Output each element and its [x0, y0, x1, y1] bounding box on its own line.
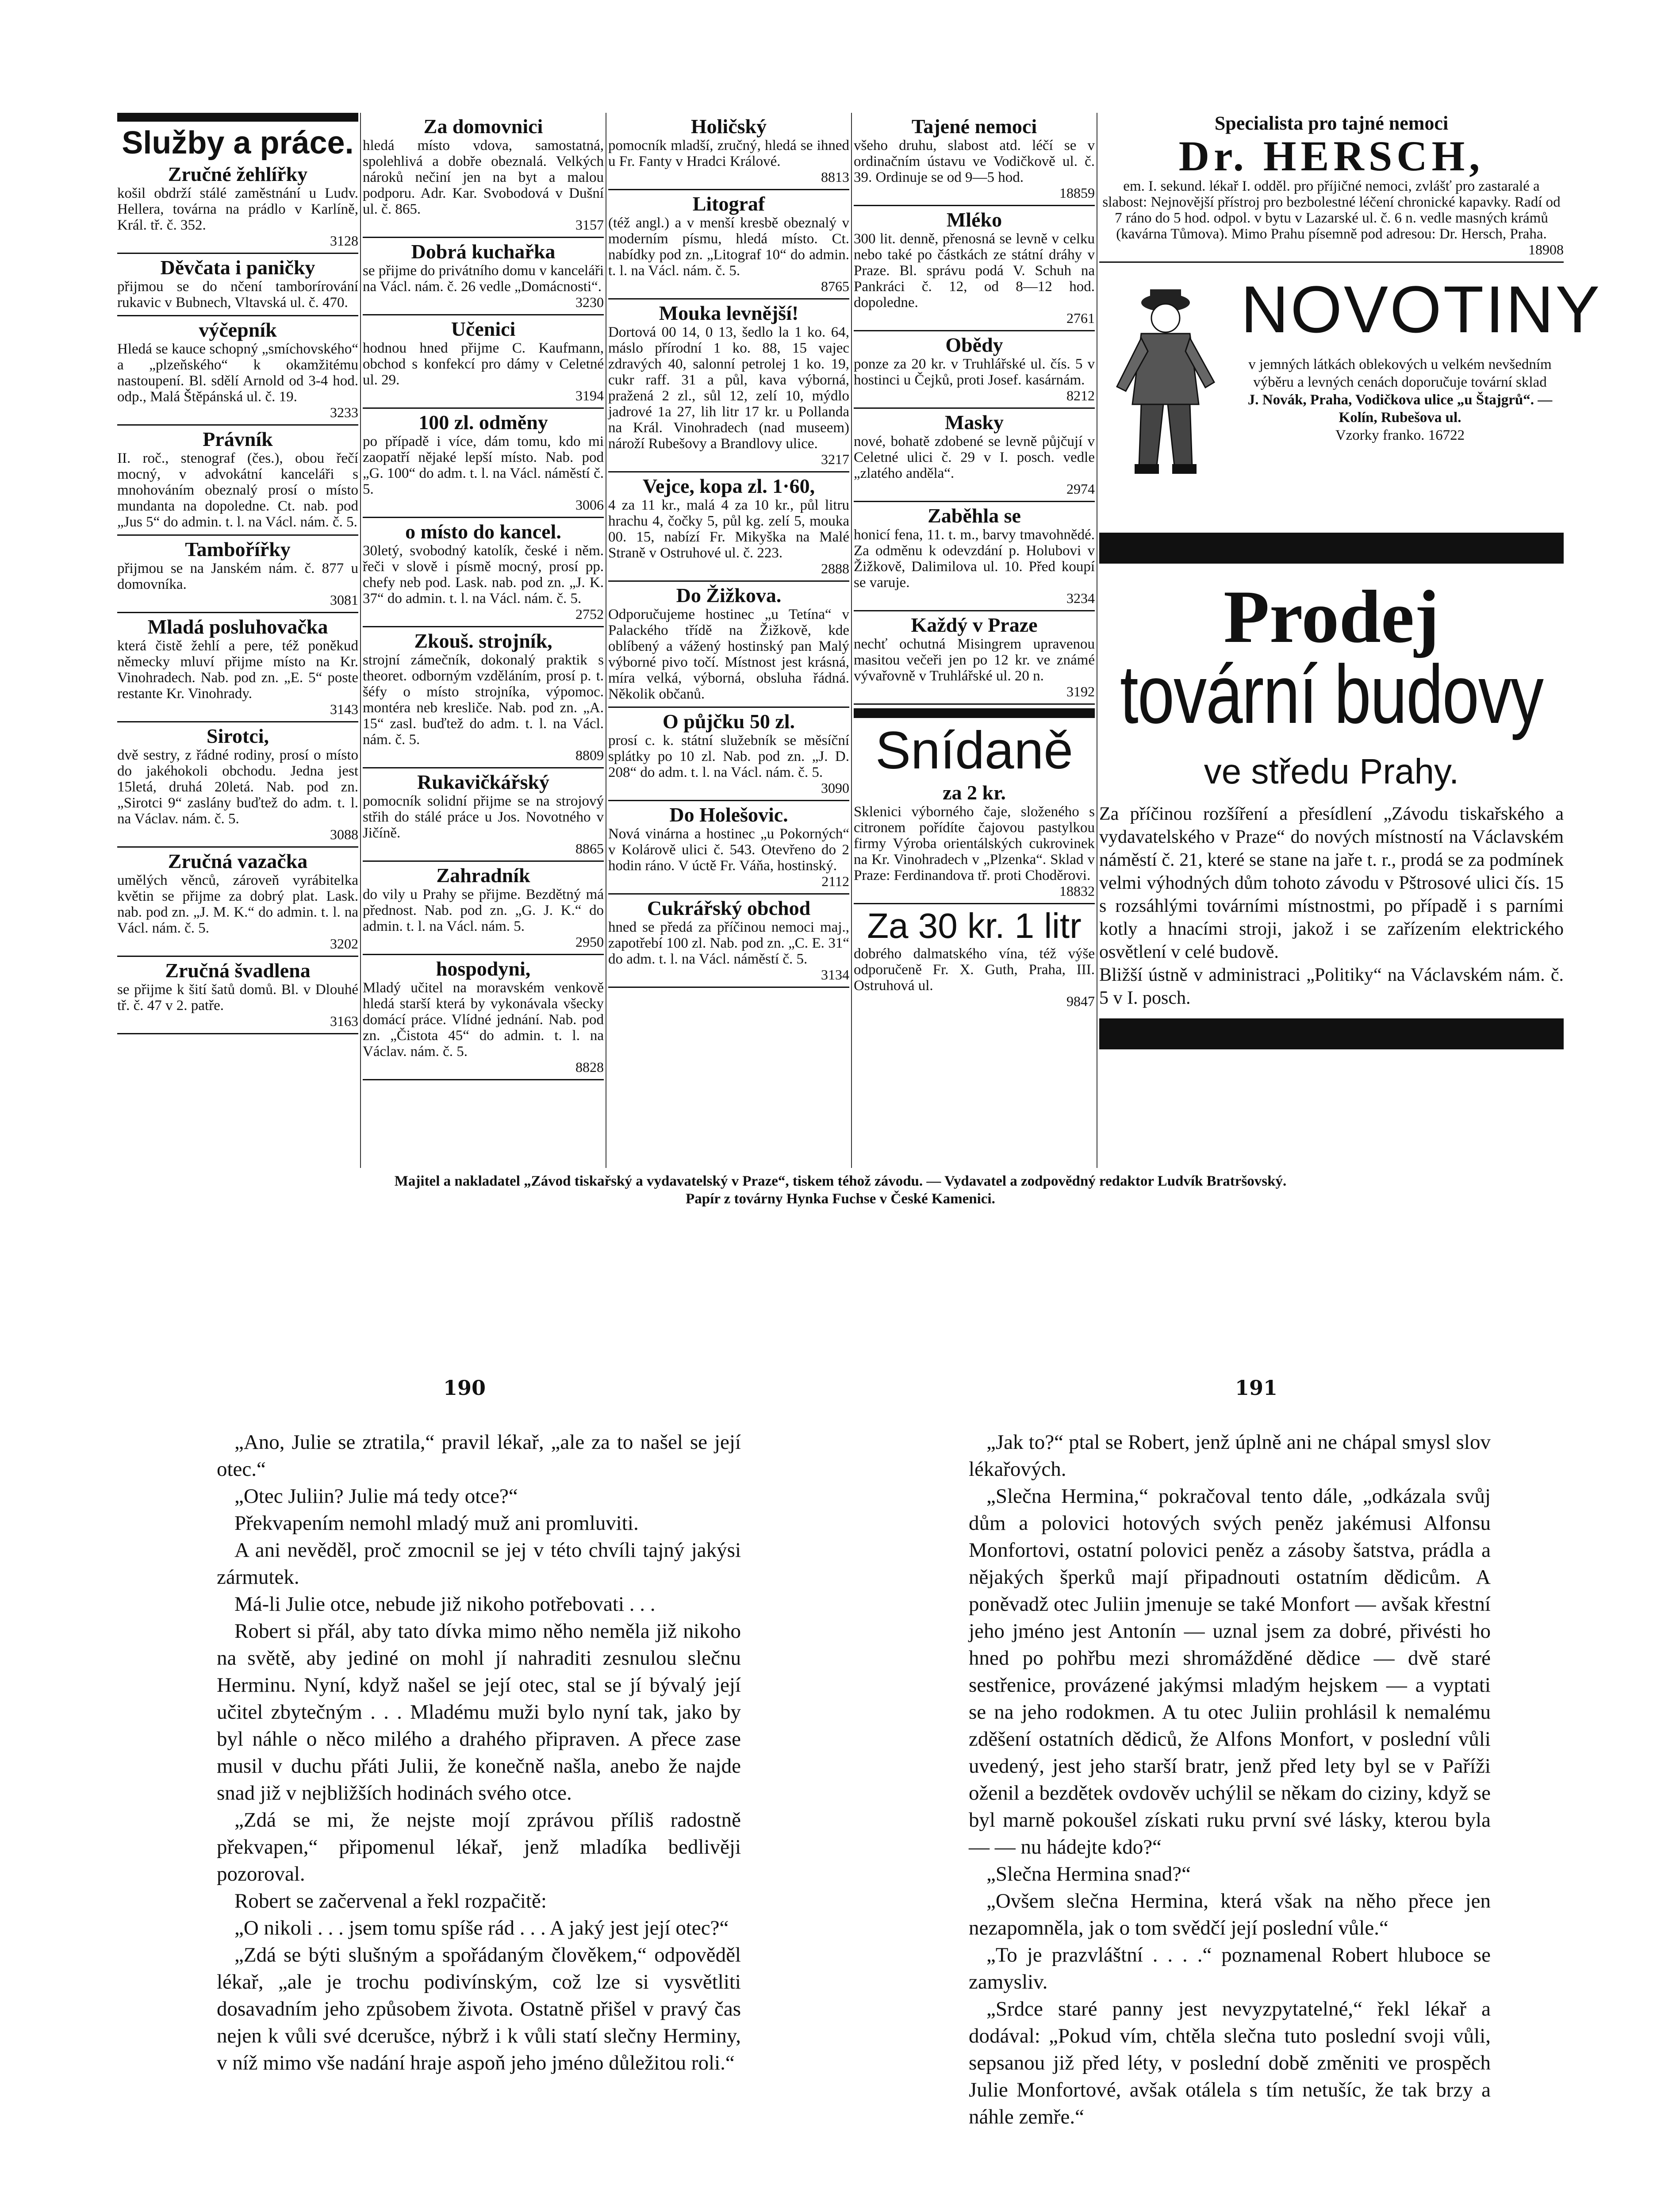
paragraph: „O nikoli . . . jsem tomu spíše rád . . . A jaký jest její otec?“ [234, 1916, 729, 1939]
paragraph: „Zdá se mi, že nejste mojí zprávou příliš radostně překvapen,“ připomenul lékař, jenž mladíka bedlivěji pozoroval. [217, 1809, 741, 1886]
novotiny-ad [1099, 272, 1602, 519]
ad-number: 3088 [330, 826, 358, 842]
ad-number: 3006 [575, 497, 604, 513]
ad-text: Dortová 00 14, 0 13, šedlo la 1 ko. 64, máslo přírodní 1 ko. 88, 15 vajec zdravých 40, salonní petrolej 1 ko. 19, cukr raff. 31 a půl, kava výborná, pražená 2 zl., sůl 12, zelí 10, mýdlo jadrové 1a 27, lih litr 17 kr. u Pollanda na Král. Vinohradech (nad museem) nároží Rubešovy a Brandlovy ulice. [608, 324, 849, 452]
ad-heading: 100 zl. odměny [418, 411, 548, 434]
novotiny-body [1236, 356, 1564, 444]
ad-number: 8813 [821, 169, 849, 185]
ad-number: 3128 [330, 233, 358, 249]
ad-text: přijmou se na Janském nám. č. 877 u domovníka. [117, 561, 358, 592]
sample-text: Vzorky franko. [1335, 427, 1425, 443]
ad-number: 8828 [575, 1059, 604, 1075]
ad-heading: Do Holešovic. [669, 803, 788, 826]
ad-heading: Zahradník [436, 864, 530, 887]
ad-number: 2888 [821, 561, 849, 576]
ad-rule [854, 708, 1095, 718]
ad-heading: hospodyni, [436, 957, 531, 980]
ad-rule [363, 1079, 604, 1080]
ad-number: 18859 [1059, 185, 1095, 201]
ad-text: košil obdrží stálé zaměstnání u Ludv. Hellera, továrna na prádlo v Karlíně, Král. tř. č. 352. [117, 185, 358, 233]
man-figure-illustration [1099, 272, 1232, 484]
column-divider [360, 113, 361, 1168]
ad-text: ponze za 20 kr. v Truhlářské ul. čís. 5 v hostinci u Čejků, proti Josef. kasárnám. [854, 356, 1095, 388]
ad-number: 2950 [575, 934, 604, 950]
hersch-name: Dr. HERSCH, [1178, 132, 1484, 180]
ad-rule [117, 956, 358, 957]
ad-rule [363, 954, 604, 955]
ad-number: 3134 [821, 967, 849, 983]
ad-rule [117, 612, 358, 613]
ad-rule [363, 314, 604, 315]
snidane-text: Sklenici výborného čaje, složeného s citronem pořídíte čajovou pastylkou firmy Výroba orientálských cukrovinek na Kr. Vinohradech v „Plzenka“. Sklad v Praze: Ferdinandova tř. proti Choděrovi. [854, 804, 1095, 883]
ad-column-1 [117, 113, 358, 1168]
ad-text: nové, bohatě zdobené se levně půjčují v Celetné ulici č. 29 v I. posch. vedle „zlatého anděla“. [854, 434, 1095, 481]
page-left-text [217, 1429, 741, 2077]
ad-text: hledá místo vdova, samostatná, spolehlivá a dobře obeznalá. Velkých nároků nečiní jen na byt a malou podporu. Adr. Kar. Svobodová v Dušní ul. č. 865. [363, 138, 604, 217]
paragraph: „Ano, Julie se ztratila,“ pravil lékař, „ale za to našel se její otec.“ [217, 1431, 741, 1481]
ad-number: 8765 [821, 278, 849, 294]
ad-text: pomocník solidní přijme se na strojový střih do stálé práce u Jos. Novotného v Jičíně. [363, 793, 604, 841]
ad-text: která čistě žehlí a pere, též poněkud německy mluví přijme místo na Kr. Vinohradech. Nab. pod zn. „E. 5“ poste restante Kr. Vinohrady. [117, 638, 358, 702]
wine-title: Za 30 kr. 1 litr [867, 906, 1082, 945]
ad-heading: Holičský [690, 115, 767, 138]
ad-text: nechť ochutná Misingrem upravenou masitou večeři jen po 12 kr. ve známé vývařovně v Truhlářské ul. 20 n. [854, 636, 1095, 684]
ad-rule [608, 800, 849, 801]
ad-text: pomocník mladší, zručný, hledá se ihned u Fr. Fanty v Hradci Králové. [608, 138, 849, 169]
ad-rule [608, 298, 849, 300]
ad-number: 2112 [821, 873, 849, 889]
ad-list [117, 163, 358, 1034]
paragraph: Překvapením nemohl mladý muž ani promluviti. [234, 1512, 639, 1535]
ad-heading: Děvčata i paničky [160, 256, 315, 279]
ad-number: 8809 [575, 747, 604, 763]
ad-heading: Masky [945, 411, 1004, 434]
ad-number: 3192 [1066, 684, 1095, 699]
hersch-text: em. I. sekund. lékař I. odděl. pro příjičné nemoci, zvlášť pro zastaralé a slabost: Nejnovější přístroj pro bezbolestné léčení chronické kapavky. Radí od 7 ráno do 5 hod. odpol. v bytu v Lazarské ul. č. 6 n. vedle masných krámů (kavárna Tůmova). Mimo Prahu písemně pod adresou: Dr. Hersch, Praha. [1102, 178, 1561, 242]
ad-rule [363, 407, 604, 409]
ad-text: všeho druhu, slabost atd. léčí se v ordinačním ústavu ve Vodičkově ul. č. 39. Ordinuje se od 9—5 hod. [854, 138, 1095, 185]
novotiny-firm: J. Novák, Praha, Vodičkova ulice „u Štajgrů“. — Kolín, Rubešova ul. [1247, 392, 1553, 426]
ad-rule [1099, 261, 1564, 263]
ad-text: přijmou se do nčení tamborírování rukavic v Bubnech, Vltavská ul. č. 470. [117, 279, 358, 311]
ad-rule [363, 517, 604, 518]
paragraph: Robert si přál, aby tato dívka mimo něho neměla již nikoho na světě, aby jediné on mohl jí nahraditi zesnulou slečnu Herminu. Nyní, když našel se její otec, stal se jí bývalý její učitel zbytečným . . . Mladému muži bylo nyní tak, jako by byl náhle o něco milého a drahého připraven. A přece zase musil v duchu přáti Julii, že konečně našla, anebo že najde snad již v nejbližších hodinách svého otce. [217, 1620, 741, 1805]
prodej-text-2: Bližší ústně v administraci „Politiky“ na Václavském nám. č. 5 v I. posch. [1099, 965, 1564, 1008]
ad-heading: Rukavičkářský [417, 771, 550, 793]
ad-number: 3194 [575, 388, 604, 403]
paragraph: „Jak to?“ ptal se Robert, jenž úplně ani ne chápal smysl slov lékařových. [969, 1431, 1491, 1481]
ad-heading: Tajené nemoci [911, 115, 1037, 138]
ad-number: 3202 [330, 936, 358, 952]
novotiny-sample [1236, 426, 1564, 444]
ad-column-5 [1099, 112, 1602, 1168]
ad-number: 2974 [1066, 481, 1095, 497]
ad-text: 4 za 11 kr., malá 4 za 10 kr., půl litru hrachu 4, čočky 5, půl kg. zelí 5, mouka 00. 15, nabízí Fr. Mikyška na Malé Straně v Ostruhové ul. č. 223. [608, 497, 849, 561]
ad-heading: Mouka levnější! [659, 302, 799, 324]
tovarni-budovy-title: tovární budovy [1120, 648, 1543, 741]
ad-number: 3157 [575, 217, 604, 233]
ad-rule [854, 407, 1095, 409]
wine-text: dobrého dalmatského vína, též výše odporučeně Fr. X. Guth, Praha, III. Ostruhová ul. [854, 946, 1095, 994]
ad-text: Hledá se kauce schopný „smíchovského“ a „plzeňského“ k okamžitému nastoupení. Bl. sdělí Arnold od 3-4 hod. odp., Malá Štěpánská ul. č. 19. [117, 341, 358, 405]
imprint-line-2: Papír z továrny Hynka Fuchse v České Kamenici. [686, 1191, 995, 1207]
ad-heading: o místo do kancel. [405, 520, 561, 543]
ad-rule [608, 707, 849, 708]
ad-rule [608, 987, 849, 988]
ad-column-3 [608, 113, 849, 1168]
ad-number: 16722 [1428, 427, 1465, 443]
ad-number: 3217 [821, 451, 849, 467]
ad-heading: Zaběhla se [928, 504, 1021, 527]
ad-heading: Každý v Praze [911, 614, 1038, 636]
ad-rule [608, 580, 849, 582]
ad-rule [363, 860, 604, 862]
ad-number: 3090 [821, 780, 849, 796]
paragraph: „Srdce staré panny jest nevyzpytatelné,“ řekl lékař a dodával: „Pokud vím, chtěla slečna tuto poslední svoji vůli, sepsanou již před léty, v poslední době změniti ve prospěch Julie Monfortové, avšak otálela s tím netušíc, že tak brzy a náhle zemře.“ [969, 1997, 1491, 2128]
ad-rule [854, 903, 1095, 904]
ad-rule [117, 315, 358, 316]
ad-rule [854, 501, 1095, 502]
paragraph: Má-li Julie otce, nebude již nikoho potřebovati . . . [234, 1593, 656, 1616]
ad-rule [854, 610, 1095, 611]
ad-number: 3081 [330, 592, 358, 608]
column-rule [117, 113, 358, 122]
ad-number: 8865 [575, 841, 604, 856]
ad-text: II. roč., stenograf (čes.), obou řečí mocný, v advokátní kanceláři s mnohováním obeznalý prosí o místo mundanta na dopoledne. Ct. nab. pod „Jus 5“ do admin. t. l. na Václ. nám. č. 5. [117, 450, 358, 530]
ad-rule [117, 534, 358, 536]
paragraph: „Slečna Hermina snad?“ [986, 1863, 1191, 1886]
ad-rule [117, 1033, 358, 1034]
paragraph: „Ovšem slečna Hermina, která však na něho přece jen nezapomněla, jak o tom svědčí její poslední vůle.“ [969, 1889, 1491, 1939]
advertisement-section [117, 112, 1602, 1168]
ad-number: 8212 [1066, 388, 1095, 403]
ad-rule [854, 205, 1095, 206]
ad-column-2 [363, 113, 604, 1168]
ad-heading: Cukrářský obchod [647, 897, 811, 919]
ad-heading: výčepník [199, 319, 277, 341]
ad-number: 9847 [1066, 993, 1095, 1009]
ad-text: po případě i více, dám tomu, kdo mi zaopatří nějaké lepší místo. Nab. pod „G. 100“ do adm. t. l. na Václ. náměstí č. 5. [363, 434, 604, 497]
paragraph: „Otec Juliin? Julie má tedy otce?“ [234, 1485, 518, 1508]
ad-number: 18832 [1059, 883, 1095, 899]
ad-text: hned se předá za příčinou nemoci maj., zapotřebí 100 zl. Nab. pod zn. „C. E. 31“ do adm. t. l. na Václ. náměstí č. 5. [608, 919, 849, 967]
ad-rule [117, 721, 358, 722]
ad-number: 2761 [1066, 310, 1095, 326]
ad-rule [608, 471, 849, 472]
ad-heading: Mladá posluhovačka [147, 615, 328, 638]
section-title: Služby a práce. [122, 125, 354, 161]
ad-text: se přijme do privátního domu v kanceláři na Václ. nám. č. 26 vedle „Domácnosti“. [363, 263, 604, 295]
ad-rule [854, 703, 1095, 705]
ad-rule [117, 424, 358, 426]
column-divider [851, 113, 852, 1168]
ad-heading: Zkouš. strojník, [414, 630, 552, 652]
ad-text: umělých věnců, zároveň vyrábitelka květin se přijme za dobrý plat. Lask. nab. pod zn. „J. M. K.“ do admin. t. l. na Václ. nám. č. 5. [117, 872, 358, 936]
ad-text: Mladý učitel na moravském venkově hledá starší která by vykonávala všecky domácí práce. Vlídné jednání. Nab. pod zn. „Čistota 45“ do admin. t. l. na Václav. nám. č. 5. [363, 980, 604, 1060]
ad-text: (též angl.) a v menší kresbě obeznalý v moderním písmu, hledá místo. Ct. nabídky pod zn. „Litograf 10“ do admin. t. l. na Václ. nám. č. 5. [608, 215, 849, 279]
paragraph: A ani nevěděl, proč zmocnil se jej v této chvíli tajný jakýsi zármutek. [217, 1539, 741, 1589]
ad-text: prosí c. k. státní služebník se měsíční splátky po 10 zl. Nab. pod zn. „J. D. 208“ do adm. t. l. na Václ. nám. č. 5. [608, 733, 849, 780]
ad-number: 3163 [330, 1013, 358, 1029]
prodej-title: Prodej [1224, 575, 1439, 658]
ad-text: strojní zámečník, dokonalý praktik s theoret. odborným vzděláním, prosí p. t. šéfy o místo strojníka, výpomoc. montéra neb kresliče. Nab. pod zn. „A. 15“ zasl. buďtež do adm. t. l. na Václ. nám. č. 5. [363, 652, 604, 748]
ad-text: Odporučujeme hostinec „u Tetína“ v Palackého třídě na Žižkově, kde oblíbený a vážený hostinský pan Malý výborné pivo točí. Místnost jest krásná, míra velká, výborná, obsluha řádná. Několik občanů. [608, 607, 849, 702]
page-number-left: 190 [443, 1376, 486, 1400]
page-number-right: 191 [1235, 1376, 1278, 1400]
ad-number: 3143 [330, 701, 358, 717]
paragraph: „Zdá se býti slušným a spořádaným člověkem,“ odpověděl lékař, „ale je trochu podivínským, což lze si vysvětliti dosavadním jeho způsobem života. Ostatně přišel v pravý čas nejen k vůli své dcerušce, nýbrž i k vůli statí slečny Herminy, v níž mimo vše nadání hraje aspoň jeho jméno důležitou roli.“ [217, 1943, 741, 2074]
ad-heading: Právník [203, 428, 273, 450]
paragraph: Robert se začervenal a řekl rozpačitě: [234, 1889, 547, 1912]
snidane-price: za 2 kr. [943, 781, 1006, 804]
ad-heading: Tambořířky [185, 538, 291, 561]
ad-number: 3234 [1066, 590, 1095, 606]
ad-number: 18908 [1528, 242, 1564, 257]
ad-text: hodnou hned přijme C. Kaufmann, obchod s konfekcí pro dámy v Celetné ul. 29. [363, 340, 604, 388]
ad-number: 3230 [575, 294, 604, 310]
novotiny-text: v jemných látkách oblekových u velkém nevšedním výběru a levných cenách doporučuje tovární sklad [1248, 357, 1552, 390]
ad-number: 2752 [575, 606, 604, 622]
ad-black-bar [1099, 1018, 1564, 1049]
paragraph: „Slečna Hermina,“ pokračoval tento dále, „odkázala svůj dům a polovici hotových svých peněz jakémusi Alfonsu Monfortovi, ostatní polovici peněz a zásoby šatstva, prádla a nějakých šperků mají připadnouti ostatním dědicům. A poněvadž otec Juliin jmenuje se také Monfort — avšak křestní jeho jméno jest Antonín — uznal jsem za dobré, přivésti ho hned po pohřbu mezi shromážděné dědice — dvě staré sestřenice, provázené jakýmsi mladým hejskem — a vyptati se na jeho rodokmen. A tu otec Juliin prohlásil k nemalému zděšení ostatních dědiců, že Alfons Monfort, v poslední vůli uvedený, jest jeho starší bratr, jenž před lety byl se v Paříži oženil a bezdětek ovdověv uchýlil se někam do ciziny, když se byl marně pokoušel získati ruku první své lásky, kterou byla — — nu hádejte kdo?“ [969, 1485, 1491, 1859]
ad-text: 300 lit. denně, přenosná se levně v celku nebo také po částkách ze státní dráhy v Praze. Bl. správu podá V. Schuh na Pankráci č. 12, od 8—12 hod. dopoledne. [854, 231, 1095, 311]
ad-rule [363, 237, 604, 238]
imprint [117, 1172, 1564, 1208]
ad-heading: Vejce, kopa zl. 1·60, [642, 475, 815, 497]
snidane-title: Snídaně [875, 721, 1074, 780]
ad-heading: Zručné žehlířky [168, 163, 308, 185]
ad-list [363, 115, 604, 1080]
ad-number: 3233 [330, 404, 358, 420]
ad-rule [117, 253, 358, 254]
ad-rule [608, 893, 849, 895]
ad-heading: Za domovnici [423, 115, 543, 138]
ad-heading: Obědy [945, 334, 1003, 356]
paragraph: „To je prazvláštní . . . .“ poznamenal Robert hluboce se zamysliv. [969, 1943, 1491, 1993]
ad-text: se přijme k šití šatů domů. Bl. v Dlouhé tř. č. 47 v 2. patře. [117, 982, 358, 1014]
ad-text: dvě sestry, z řádné rodiny, prosí o místo do jakéhokoli obchodu. Jedna jest 15letá, druhá 20letá. Nab. pod zn. „Sirotci 9“ zaslány buďtež do adm. t. l. na Václav. nám. č. 5. [117, 747, 358, 827]
ad-heading: Mléko [946, 208, 1002, 231]
ad-heading: Zručná vazačka [168, 850, 308, 872]
imprint-line-1: Majitel a nakladatel „Závod tiskařský a vydavatelský v Praze“, tiskem téhož závodu. — Vydavatel a zodpovědný redaktor Ludvík Bratršovský. [394, 1173, 1287, 1189]
ad-rule [363, 767, 604, 768]
novotiny-title: NOVOTINY [1241, 272, 1602, 346]
ad-text: honicí fena, 11. t. m., barvy tmavohnědé. Za odměnu k odevzdání p. Holubovi v Žižkově, Dalimilova ul. 10. Před koupí se varuje. [854, 527, 1095, 591]
stred-prahy-title: ve středu Prahy. [1204, 752, 1459, 791]
ad-heading: Litograf [692, 192, 765, 215]
ad-heading: O půjčku 50 zl. [662, 710, 795, 733]
ad-rule [363, 626, 604, 627]
ad-column-4 [854, 113, 1095, 1168]
ad-list [608, 115, 849, 988]
ad-list [854, 115, 1095, 705]
prodej-text: Za příčinou rozšíření a přesídlení „Závodu tiskařského a vydavatelského v Praze“ do nových místností na Václavském náměstí č. 21, které se stane na jaře t. r., prodá se za podmínek velmi výhodných dům tohoto závodu v Pštrosové ulici čís. 15 s rozsáhlými továrními místnostmi, po případě i s parními kotly a hnacími stroji, jakož i se zařízením elektrického osvětlení v celé budově. [1099, 804, 1564, 962]
ad-heading: Zručná švadlena [165, 959, 311, 982]
ad-heading: Sirotci, [207, 725, 269, 747]
ad-rule [608, 189, 849, 190]
ad-heading: Do Žižkova. [676, 584, 782, 607]
ad-text: Nová vinárna a hostinec „u Pokorných“ v Kolárově ulici č. 543. Otevřeno do 2 hodin ráno. V úctě Fr. Váňa, hostinský. [608, 826, 849, 874]
ad-text: do vily u Prahy se přijme. Bezdětný má přednost. Nab. pod zn. „G. J. K.“ do admin. t. l. na Václ. nám. 5. [363, 887, 604, 934]
ad-rule [117, 846, 358, 848]
ad-heading: Dobrá kuchařka [411, 240, 556, 263]
ad-black-bar [1099, 533, 1564, 564]
specialist-heading: Specialista pro tajné nemoci [1214, 112, 1449, 134]
page-right-text [969, 1429, 1491, 2131]
ad-text: 30letý, svobodný katolík, české i něm. řeči v slově i písmě mocný, prosí pp. chefy neb pod. Lask. nab. pod zn. „J. K. 37“ do admin. t. l. na Václ. nám. č. 5. [363, 543, 604, 607]
ad-heading: Učenici [451, 318, 516, 340]
ad-rule [854, 330, 1095, 331]
